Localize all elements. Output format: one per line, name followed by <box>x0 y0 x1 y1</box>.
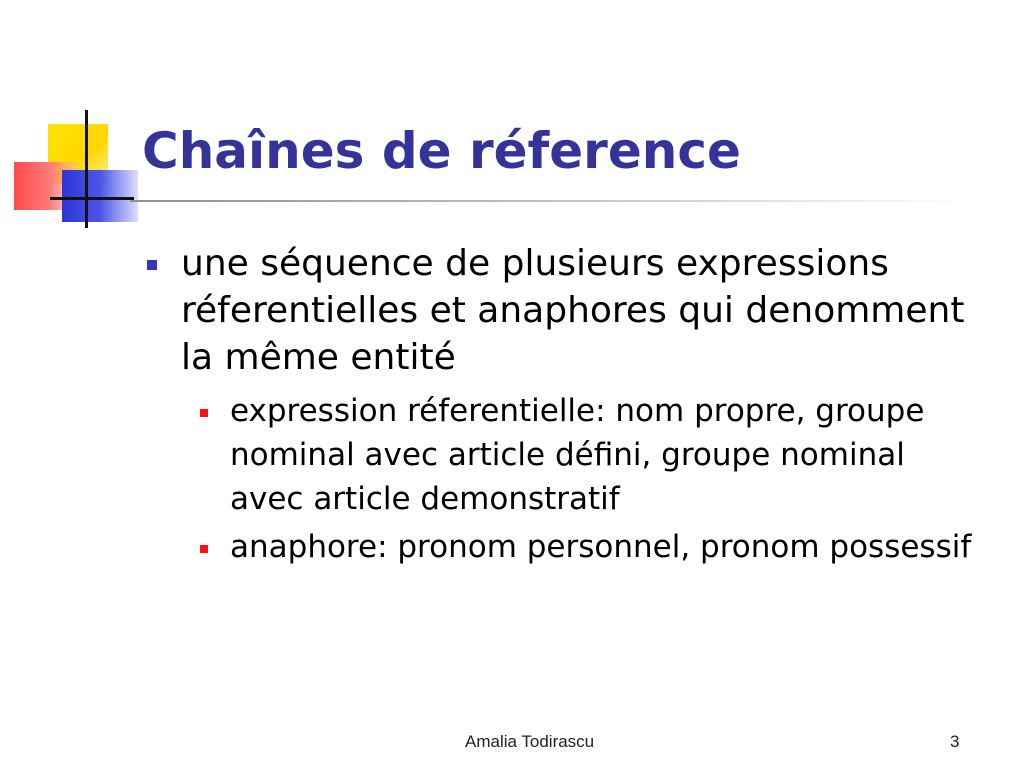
sub-bullet-list <box>143 389 983 569</box>
footer-author: Amalia Todirascu <box>465 732 595 751</box>
logo-vertical-line <box>85 110 88 228</box>
slide-content <box>143 240 983 573</box>
slide-logo-decoration <box>0 0 160 240</box>
sub-bullet-text: anaphore: pronom personnel, pronom possessif <box>230 529 972 565</box>
bullet-item <box>143 240 983 381</box>
slide-page-number: 3 <box>950 732 960 751</box>
bullet-square-icon <box>147 260 157 270</box>
sub-bullet-item <box>186 389 983 521</box>
logo-blue-square <box>62 170 138 222</box>
logo-horizontal-line <box>50 197 134 200</box>
slide-title: Chaînes de réference <box>142 122 741 180</box>
sub-bullet-text: expression réferentielle: nom propre, groupe nominal avec article défini, groupe nominal avec article demonstratif <box>230 393 925 517</box>
sub-bullet-item <box>186 525 983 569</box>
title-underline <box>130 200 970 202</box>
sub-bullet-square-icon <box>200 409 208 417</box>
sub-bullet-square-icon <box>200 545 208 553</box>
bullet-text: une séquence de plusieurs expressions réferentielles et anaphores qui denomment la même entité <box>181 243 965 378</box>
